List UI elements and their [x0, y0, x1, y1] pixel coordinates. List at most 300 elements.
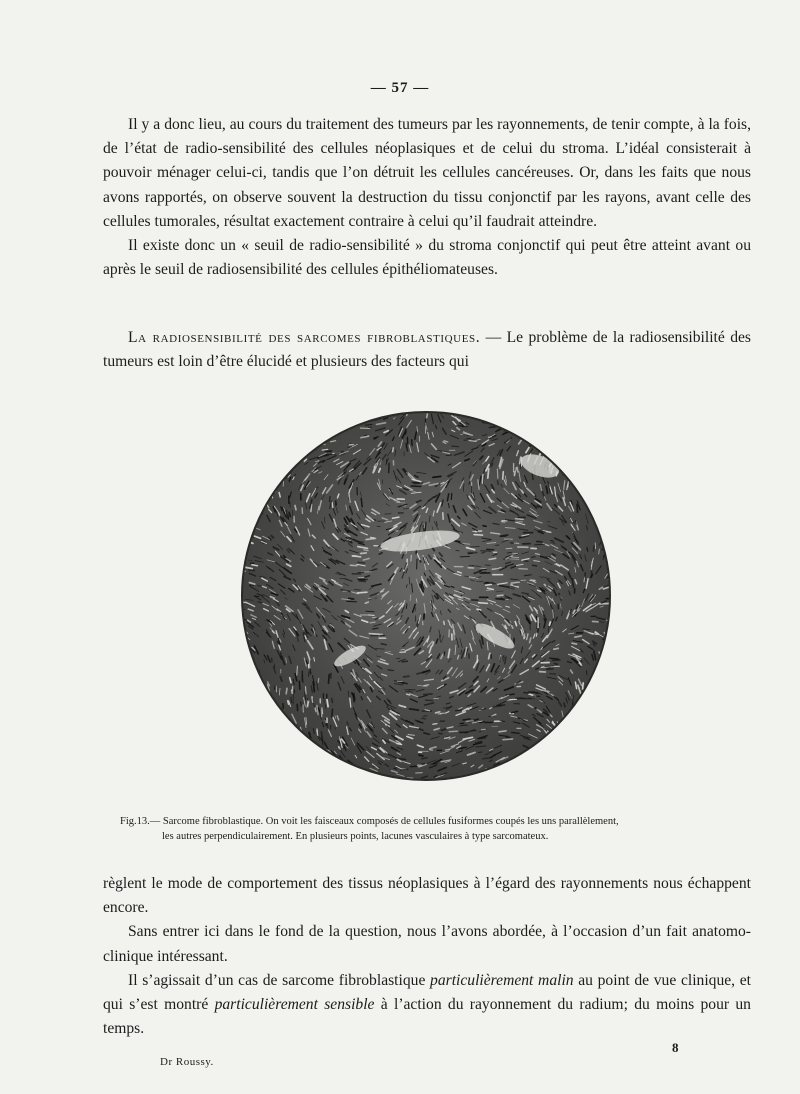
- micrograph-cell: [595, 738, 601, 743]
- micrograph-cell: [536, 431, 540, 433]
- micrograph-cell: [607, 712, 612, 715]
- micrograph-cell: [312, 440, 318, 441]
- micrograph-cell: [324, 408, 329, 409]
- micrograph-cell: [243, 488, 248, 492]
- micrograph-cell: [334, 418, 341, 421]
- micrograph-cell: [406, 406, 410, 412]
- micrograph-cell: [289, 453, 291, 456]
- micrograph-cell: [240, 410, 241, 413]
- micrograph-cell: [309, 672, 310, 676]
- micrograph-cell: [422, 718, 425, 719]
- micrograph-cell: [339, 422, 348, 423]
- micrograph-cell: [570, 465, 572, 469]
- micrograph-cell: [559, 767, 562, 770]
- paragraph-case: [103, 969, 751, 1042]
- micrograph-cell: [609, 667, 612, 676]
- micrograph-cell: [489, 653, 490, 658]
- micrograph-cell: [586, 706, 589, 712]
- micrograph-cell: [497, 779, 502, 783]
- micrograph-cell: [436, 712, 440, 713]
- text-block-top: [103, 113, 751, 282]
- micrograph-cell: [560, 725, 562, 729]
- micrograph-cell: [471, 783, 474, 786]
- micrograph-cell: [271, 412, 275, 415]
- micrograph-cell: [288, 515, 289, 519]
- case-emphasis-malignant: particulièrement malin: [430, 971, 574, 989]
- micrograph-cell: [516, 418, 523, 419]
- micrograph-cell: [593, 476, 598, 481]
- micrograph-cell: [478, 738, 486, 739]
- micrograph-cell: [281, 447, 287, 451]
- micrograph-cell: [575, 459, 581, 463]
- micrograph-cell: [279, 493, 280, 497]
- micrograph-cell: [544, 424, 548, 426]
- micrograph-cell: [609, 710, 612, 712]
- micrograph-cell: [606, 705, 611, 710]
- micrograph-cell: [500, 721, 505, 722]
- micrograph-cell: [242, 745, 250, 748]
- micrograph-cell: [255, 486, 257, 493]
- micrograph-cell: [248, 660, 252, 665]
- micrograph-cell: [243, 421, 244, 430]
- micrograph-cell: [556, 774, 564, 778]
- micrograph-cell: [293, 737, 298, 742]
- micrograph-cell: [433, 724, 437, 725]
- micrograph-cell: [332, 502, 333, 508]
- micrograph-cell: [278, 737, 283, 741]
- micrograph-cell: [507, 552, 511, 553]
- micrograph-cell: [241, 690, 245, 697]
- micrograph-cell: [585, 713, 590, 721]
- micrograph-cell: [555, 425, 558, 426]
- micrograph-cell: [262, 441, 263, 450]
- micrograph-cell: [605, 693, 608, 697]
- micrograph-cell: [278, 767, 283, 768]
- micrograph-cell: [245, 752, 254, 754]
- micrograph-cell: [570, 465, 575, 470]
- micrograph-cell: [254, 469, 256, 474]
- micrograph-cell: [256, 777, 264, 783]
- micrograph-cell: [464, 406, 468, 408]
- micrograph-cell: [587, 548, 588, 551]
- micrograph-cell: [356, 774, 363, 778]
- micrograph-cell: [591, 722, 595, 729]
- micrograph-cell: [446, 749, 451, 750]
- micrograph-cell: [240, 701, 243, 706]
- micrograph-cell: [323, 765, 325, 768]
- micrograph-cell: [543, 775, 553, 777]
- micrograph-cell: [344, 782, 349, 784]
- micrograph-cell: [560, 447, 566, 450]
- micrograph-cell: [251, 444, 252, 454]
- micrograph-cell: [284, 778, 289, 779]
- micrograph-cell: [313, 782, 316, 783]
- micrograph-cell: [440, 713, 444, 714]
- micrograph-cell: [601, 472, 608, 475]
- micrograph-cell: [607, 731, 612, 737]
- micrograph-cell: [605, 538, 606, 543]
- micrograph-cell: [313, 417, 319, 418]
- micrograph-cell: [565, 762, 570, 769]
- micrograph-cell: [605, 530, 609, 539]
- micrograph-cell: [375, 777, 384, 780]
- micrograph-cell: [608, 551, 610, 554]
- micrograph-cell: [312, 744, 316, 749]
- micrograph-cell: [556, 617, 557, 620]
- micrograph-cell: [439, 733, 442, 734]
- micrograph-cell: [590, 412, 598, 414]
- micrograph-cell: [313, 761, 318, 768]
- micrograph-cell: [599, 712, 603, 715]
- micrograph-cell: [547, 749, 552, 753]
- micrograph-cell: [511, 421, 514, 423]
- micrograph-cell: [530, 692, 537, 693]
- micrograph-cell: [536, 762, 544, 764]
- micrograph-cell: [377, 783, 385, 786]
- micrograph-cell: [555, 426, 561, 428]
- micrograph-cell: [340, 578, 344, 579]
- micrograph-cell: [368, 775, 373, 778]
- micrograph-cell: [501, 777, 504, 780]
- micrograph-cell: [582, 768, 583, 772]
- micrograph-cell: [240, 513, 245, 514]
- micrograph-cell: [557, 757, 559, 761]
- micrograph-cell: [399, 759, 406, 760]
- micrograph-cell: [602, 740, 605, 744]
- micrograph-cell: [557, 770, 565, 776]
- micrograph-cell: [297, 432, 302, 434]
- paragraph-question: Sans entrer ici dans le fond de la question, nous l’avons abordée, à l’occasion d’un fait anatomo-clinique intéressant.: [103, 923, 751, 965]
- micrograph-cell: [295, 732, 301, 739]
- micrograph-cell: [270, 411, 274, 415]
- micrograph-cell: [585, 427, 591, 430]
- micrograph-cell: [605, 522, 608, 530]
- micrograph-cell: [240, 702, 245, 709]
- micrograph-cell: [604, 537, 605, 542]
- micrograph-cell: [575, 480, 577, 488]
- micrograph-cell: [560, 779, 565, 782]
- micrograph-cell: [240, 679, 243, 686]
- micrograph-cell: [282, 763, 287, 766]
- micrograph-cell: [417, 624, 418, 627]
- micrograph-cell: [347, 601, 357, 602]
- paragraph-treatment: Il y a donc lieu, au cours du traitement des tumeurs par les rayonnements, de tenir compte, à la fois, de l’état de radio-sensibilité des cellules néoplasiques et de celui du stroma. L’idéal consisterait à pouvoir ménager celui-ci, tandis que l’on détruit les cellules cancéreuses. Or, dans les faits que nous avons rapportés, on observe souvent la destruction du tissu conjonctif par les rayons, avant celle des cellules tumorales, résultat exactement contraire à celui qu’il faudrait atteindre.: [103, 116, 751, 230]
- micrograph-cell: [434, 776, 437, 777]
- micrograph-cell: [251, 489, 252, 492]
- micrograph-cell: [310, 669, 311, 674]
- micrograph-cell: [240, 641, 243, 643]
- micrograph-cell: [525, 430, 531, 436]
- micrograph-cell: [271, 462, 274, 471]
- micrograph-cell: [553, 423, 561, 425]
- micrograph-cell: [605, 487, 613, 491]
- micrograph-cell: [604, 472, 609, 473]
- micrograph-cell: [565, 770, 571, 777]
- micrograph-cell: [402, 661, 407, 662]
- micrograph-cell: [254, 708, 258, 715]
- micrograph-cell: [599, 514, 600, 523]
- micrograph-cell: [393, 448, 394, 452]
- micrograph-cell: [240, 494, 247, 497]
- micrograph-cell: [514, 472, 515, 476]
- micrograph-cell: [532, 415, 537, 416]
- micrograph-cell: [603, 419, 606, 422]
- micrograph-cell: [248, 463, 249, 472]
- micrograph-cell: [573, 459, 578, 462]
- micrograph-cell: [245, 773, 253, 777]
- micrograph-cell: [493, 772, 500, 775]
- micrograph-cell: [483, 526, 486, 527]
- micrograph-cell: [255, 596, 259, 597]
- micrograph-cell: [426, 700, 433, 701]
- micrograph-cell: [538, 430, 544, 436]
- micrograph-cell: [545, 445, 551, 451]
- micrograph-cell: [344, 780, 350, 784]
- micrograph-cell: [271, 745, 275, 749]
- micrograph-cell: [606, 428, 612, 434]
- micrograph-cell: [277, 774, 281, 775]
- micrograph-cell: [486, 584, 492, 585]
- author-signature: Dr Roussy.: [160, 1056, 214, 1068]
- micrograph-cell: [257, 743, 263, 746]
- micrograph-cell: [310, 758, 313, 762]
- micrograph-cell: [248, 472, 249, 476]
- micrograph-cell: [479, 603, 488, 604]
- micrograph-cell: [260, 406, 264, 414]
- micrograph-cell: [262, 444, 265, 453]
- micrograph-cell: [272, 702, 276, 711]
- micrograph-cell: [319, 708, 320, 712]
- micrograph-cell: [254, 411, 255, 417]
- micrograph-cell: [473, 782, 481, 786]
- micrograph-cell: [582, 417, 591, 422]
- micrograph-cell: [451, 493, 452, 499]
- micrograph-cell: [570, 454, 577, 458]
- micrograph-cell: [516, 519, 524, 520]
- micrograph-cell: [241, 423, 243, 429]
- micrograph-cell: [292, 461, 295, 464]
- micrograph-cell: [293, 439, 296, 441]
- micrograph-cell: [598, 759, 600, 768]
- micrograph-cell: [584, 420, 591, 423]
- micrograph-cell: [373, 628, 378, 629]
- micrograph-cell: [276, 460, 279, 469]
- micrograph-cell: [534, 767, 540, 768]
- micrograph-cell: [482, 417, 491, 419]
- micrograph-cell: [247, 507, 250, 509]
- micrograph-cell: [269, 747, 273, 749]
- micrograph-cell: [252, 675, 254, 683]
- micrograph-cell: [463, 719, 470, 720]
- micrograph-cell: [491, 781, 498, 786]
- micrograph-cell: [306, 430, 312, 431]
- micrograph-cell: [250, 470, 255, 478]
- micrograph-cell: [261, 480, 263, 484]
- micrograph-cell: [307, 759, 310, 763]
- micrograph-cell: [558, 433, 562, 434]
- micrograph-cell: [524, 436, 527, 439]
- micrograph-cell: [554, 433, 563, 435]
- micrograph-cell: [503, 739, 513, 740]
- micrograph-cell: [278, 426, 282, 431]
- micrograph-cell: [531, 437, 537, 445]
- micrograph-cell: [593, 479, 596, 484]
- micrograph-cell: [577, 408, 585, 411]
- micrograph-cell: [248, 767, 256, 770]
- micrograph-cell: [547, 767, 555, 769]
- micrograph-cell: [312, 753, 318, 759]
- micrograph-cell: [549, 745, 555, 752]
- text-block-section: [103, 326, 751, 374]
- micrograph-cell: [411, 486, 421, 487]
- micrograph-cell: [534, 415, 538, 416]
- micrograph-cell: [425, 784, 431, 786]
- micrograph-cell: [287, 453, 291, 455]
- micrograph-cell: [607, 492, 612, 495]
- micrograph-cell: [501, 410, 509, 411]
- micrograph-cell: [598, 728, 603, 736]
- micrograph-cell: [419, 755, 423, 756]
- micrograph-cell: [607, 706, 612, 710]
- micrograph-cell: [609, 498, 612, 503]
- micrograph-cell: [267, 721, 268, 725]
- micrograph-cell: [247, 486, 250, 489]
- micrograph-cell: [535, 430, 541, 432]
- micrograph-cell: [273, 475, 276, 483]
- micrograph-cell: [579, 747, 581, 753]
- micrograph-cell: [589, 737, 590, 744]
- micrograph-cell: [506, 694, 514, 695]
- micrograph-cell: [606, 740, 609, 743]
- micrograph-cell: [245, 709, 247, 713]
- micrograph-cell: [473, 775, 481, 781]
- micrograph-cell: [301, 436, 308, 438]
- micrograph-cell: [276, 713, 279, 718]
- micrograph-cell: [555, 421, 559, 422]
- micrograph-cell: [439, 782, 445, 786]
- micrograph-cell: [607, 457, 612, 459]
- micrograph-cell: [590, 477, 596, 482]
- micrograph-cell: [252, 459, 253, 464]
- micrograph-cell: [604, 513, 605, 518]
- micrograph-cell: [606, 409, 612, 415]
- micrograph-cell: [263, 409, 265, 412]
- micrograph-cell: [545, 666, 553, 667]
- micrograph-cell: [608, 488, 612, 491]
- micrograph-cell: [349, 771, 353, 774]
- micrograph-cell: [525, 783, 529, 784]
- micrograph-cell: [365, 425, 372, 426]
- micrograph-cell: [555, 664, 558, 665]
- micrograph-cell: [252, 679, 253, 683]
- micrograph-cell: [410, 709, 419, 710]
- micrograph-cell: [244, 443, 246, 452]
- micrograph-cell: [556, 406, 560, 407]
- micrograph-cell: [258, 433, 261, 440]
- micrograph-cell: [517, 414, 524, 416]
- micrograph-cell: [358, 562, 365, 563]
- micrograph-cell: [271, 466, 272, 471]
- micrograph-cell: [361, 553, 367, 554]
- micrograph-cell: [610, 762, 611, 765]
- micrograph-cell: [297, 666, 298, 675]
- micrograph-cell: [306, 687, 307, 694]
- micrograph-cell: [603, 478, 609, 480]
- micrograph-cell: [250, 738, 254, 741]
- micrograph-cell: [370, 622, 375, 623]
- micrograph-cell: [349, 598, 354, 599]
- micrograph-cell: [552, 407, 557, 408]
- micrograph-cell: [360, 416, 370, 417]
- micrograph-cell: [497, 595, 503, 596]
- micrograph-cell: [479, 752, 482, 753]
- micrograph-cell: [591, 716, 598, 722]
- micrograph-cell: [588, 487, 590, 490]
- micrograph-cell: [270, 742, 274, 745]
- micrograph-cell: [580, 442, 589, 445]
- micrograph-cell: [598, 433, 601, 434]
- micrograph-cell: [364, 550, 368, 551]
- micrograph-cell: [557, 776, 565, 781]
- micrograph-cell: [269, 478, 270, 483]
- micrograph-cell: [289, 763, 293, 766]
- micrograph-cell: [288, 751, 291, 754]
- micrograph-cell: [314, 408, 324, 410]
- micrograph-cell: [240, 653, 243, 661]
- micrograph-cell: [591, 714, 592, 717]
- micrograph-cell: [359, 581, 365, 582]
- micrograph-cell: [279, 764, 287, 766]
- micrograph-cell: [369, 427, 372, 428]
- micrograph-cell: [520, 419, 526, 422]
- micrograph-cell: [289, 427, 295, 431]
- micrograph-cell: [512, 733, 519, 734]
- micrograph-cell: [520, 457, 521, 464]
- micrograph-cell: [251, 696, 254, 703]
- micrograph-cell: [303, 764, 309, 768]
- micrograph-cell: [253, 681, 255, 690]
- micrograph-cell: [601, 686, 604, 692]
- micrograph-cell: [595, 738, 597, 744]
- figure-caption: [120, 814, 752, 844]
- micrograph-cell: [254, 783, 260, 786]
- micrograph-cell: [583, 478, 585, 485]
- micrograph-cell: [608, 486, 612, 487]
- micrograph-cell: [272, 441, 275, 447]
- micrograph-cell: [284, 449, 288, 453]
- micrograph-cell: [604, 407, 610, 412]
- micrograph-cell: [311, 420, 316, 421]
- micrograph-cell: [317, 730, 318, 735]
- micrograph-cell: [599, 754, 602, 761]
- caption-line-1: Fig.13.— Sarcome fibroblastique. On voit les faisceaux composés de cellules fusiformes coupés les uns parallèlement,: [120, 816, 619, 827]
- micrograph-cell: [262, 415, 264, 419]
- micrograph-cell: [240, 763, 243, 764]
- micrograph-cell: [488, 469, 489, 478]
- micrograph-cell: [541, 430, 547, 432]
- micrograph-cell: [333, 783, 340, 786]
- micrograph-cell: [574, 475, 578, 484]
- micrograph-cell: [599, 476, 605, 480]
- micrograph-cell: [598, 670, 599, 674]
- micrograph-cell: [501, 781, 506, 784]
- micrograph-cell: [289, 782, 294, 783]
- micrograph-cell: [567, 454, 574, 459]
- micrograph-cell: [607, 745, 612, 750]
- micrograph-cell: [366, 611, 374, 612]
- micrograph-cell: [273, 479, 274, 487]
- micrograph-cell: [445, 737, 450, 738]
